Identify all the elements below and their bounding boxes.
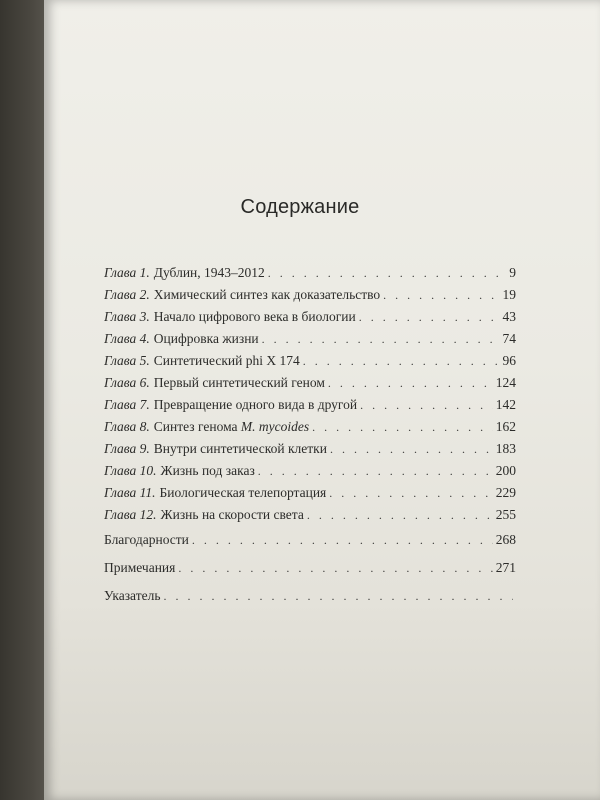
section-title: Благодарности bbox=[104, 532, 189, 547]
dot-leader bbox=[268, 262, 506, 284]
dot-leader bbox=[312, 416, 493, 438]
page-number: 183 bbox=[495, 441, 516, 456]
chapter-title: Жизнь на скорости света bbox=[160, 507, 304, 522]
toc-entry-chapter-11 bbox=[104, 482, 516, 504]
chapter-title: Синтетический phi X 174 bbox=[153, 353, 300, 368]
dot-leader bbox=[329, 482, 492, 504]
toc-entry-index bbox=[104, 585, 516, 607]
dot-leader bbox=[360, 394, 493, 416]
dot-leader bbox=[262, 328, 500, 350]
toc-entry-chapter-10 bbox=[104, 460, 516, 482]
chapter-title: Оцифровка жизни bbox=[153, 331, 259, 346]
chapter-label: Глава 12. bbox=[104, 507, 157, 522]
chapter-title: Жизнь под заказ bbox=[160, 463, 255, 478]
chapter-label: Глава 1. bbox=[104, 265, 150, 280]
toc-entry-chapter-9 bbox=[104, 438, 516, 460]
dot-leader bbox=[178, 557, 492, 579]
page-number: 142 bbox=[495, 397, 516, 412]
toc-entry-chapter-2 bbox=[104, 284, 516, 306]
dot-leader bbox=[258, 460, 493, 482]
dot-leader bbox=[383, 284, 499, 306]
dot-leader bbox=[307, 504, 493, 526]
chapter-label: Глава 3. bbox=[104, 309, 150, 324]
species-name: M. mycoides bbox=[240, 419, 310, 434]
chapter-title: Превращение одного вида в другой bbox=[153, 397, 358, 412]
dot-leader bbox=[163, 585, 513, 607]
toc-entry-chapter-3 bbox=[104, 306, 516, 328]
chapter-title: Дублин, 1943–2012 bbox=[153, 265, 265, 280]
chapter-label: Глава 9. bbox=[104, 441, 150, 456]
page-number: 268 bbox=[495, 532, 516, 547]
page-number: 124 bbox=[495, 375, 516, 390]
page-number: 229 bbox=[495, 485, 516, 500]
chapter-label: Глава 5. bbox=[104, 353, 150, 368]
chapter-title: Первый синтетический геном bbox=[153, 375, 325, 390]
toc-entry-chapter-4 bbox=[104, 328, 516, 350]
dot-leader bbox=[359, 306, 500, 328]
toc-entry-notes bbox=[104, 557, 516, 579]
dot-leader bbox=[328, 372, 493, 394]
toc-title: Содержание bbox=[240, 196, 360, 218]
page-number: 43 bbox=[502, 309, 516, 324]
book-spine-edge bbox=[0, 0, 44, 800]
chapter-title: Начало цифрового века в биологии bbox=[153, 309, 356, 324]
toc-entry-chapter-5 bbox=[104, 350, 516, 372]
dot-leader bbox=[192, 529, 493, 551]
toc-entry-acknowledgements bbox=[104, 529, 516, 551]
section-title: Примечания bbox=[104, 560, 176, 575]
chapter-label: Глава 4. bbox=[104, 331, 150, 346]
dot-leader bbox=[330, 438, 493, 460]
chapter-label: Глава 10. bbox=[104, 463, 157, 478]
dot-leader bbox=[303, 350, 500, 372]
page-number: 162 bbox=[495, 419, 516, 434]
chapter-label: Глава 2. bbox=[104, 287, 150, 302]
toc-entry-chapter-1 bbox=[104, 262, 516, 284]
chapter-title bbox=[154, 416, 309, 438]
book-page bbox=[44, 0, 600, 800]
page-number: 255 bbox=[495, 507, 516, 522]
chapter-title: Химический синтез как доказательство bbox=[153, 287, 381, 302]
page-number: 271 bbox=[495, 560, 516, 575]
page-number: 19 bbox=[502, 287, 516, 302]
chapter-title-prefix: Синтез генома bbox=[153, 419, 238, 434]
chapter-label: Глава 7. bbox=[104, 397, 150, 412]
chapter-label: Глава 11. bbox=[104, 485, 156, 500]
page-number: 96 bbox=[502, 353, 516, 368]
chapter-title: Внутри синтетической клетки bbox=[153, 441, 327, 456]
table-of-contents bbox=[104, 262, 516, 607]
toc-entry-chapter-7 bbox=[104, 394, 516, 416]
page-number: 9 bbox=[509, 265, 516, 280]
toc-entry-chapter-12 bbox=[104, 504, 516, 526]
toc-entry-chapter-6 bbox=[104, 372, 516, 394]
section-title: Указатель bbox=[104, 588, 161, 603]
chapter-label: Глава 6. bbox=[104, 375, 150, 390]
toc-entry-chapter-8 bbox=[104, 416, 516, 438]
chapter-title: Биологическая телепортация bbox=[159, 485, 327, 500]
page-number: 200 bbox=[495, 463, 516, 478]
chapter-label: Глава 8. bbox=[104, 419, 150, 434]
page-number: 74 bbox=[502, 331, 516, 346]
